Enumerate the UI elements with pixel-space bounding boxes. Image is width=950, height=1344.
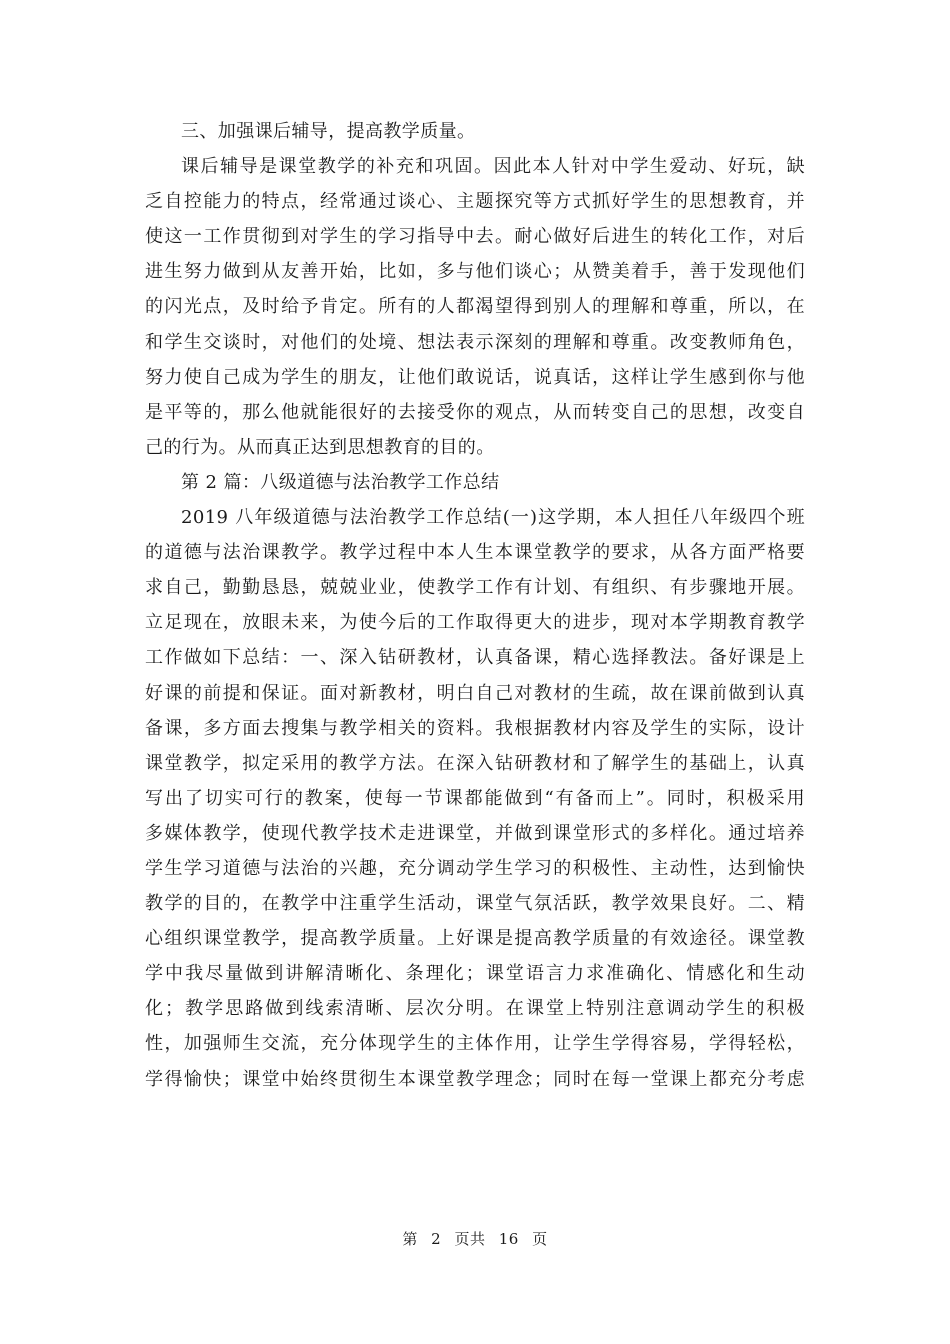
- text-line: 教学的目的，在教学中注重学生活动，课堂气氛活跃，教学效果良好。二、精: [145, 893, 805, 915]
- text-line: 立足现在，放眼未来，为使今后的工作取得更大的进步，现对本学期教育教学: [145, 612, 805, 634]
- text-line: 己的行为。从而真正达到思想教育的目的。: [145, 436, 495, 458]
- text-line: 备课，多方面去搜集与教学相关的资料。我根据教材内容及学生的实际，设计: [145, 717, 805, 739]
- document-body: [145, 114, 805, 1097]
- text-line: 努力使自己成为学生的朋友，让他们敢说话，说真话，这样让学生感到你与他: [145, 366, 805, 388]
- footer-prefix: 第: [402, 1230, 418, 1248]
- text-line: 的闪光点，及时给予肯定。所有的人都渴望得到别人的理解和尊重，所以，在: [145, 296, 805, 318]
- text-line: 性，加强师生交流，充分体现学生的主体作用，让学生学得容易，学得轻松，: [145, 1033, 805, 1055]
- text-line: 2019 八年级道德与法治教学工作总结(一)这学期，本人担任八年级四个班: [181, 507, 805, 529]
- footer-suffix: 页: [532, 1230, 548, 1248]
- text-line: 的道德与法治课教学。教学过程中本人生本课堂教学的要求，从各方面严格要: [145, 542, 805, 564]
- text-line: 乏自控能力的特点，经常通过谈心、主题探究等方式抓好学生的思想教育，并: [145, 191, 805, 213]
- text-line: 是平等的，那么他就能很好的去接受你的观点，从而转变自己的思想，改变自: [145, 401, 805, 423]
- text-line: 使这一工作贯彻到对学生的学习指导中去。耐心做好后进生的转化工作，对后: [145, 226, 805, 248]
- text-line: 化；教学思路做到线索清晰、层次分明。在课堂上特别注意调动学生的积极: [145, 998, 805, 1020]
- text-line: 心组织课堂教学，提高教学质量。上好课是提高教学质量的有效途径。课堂教: [145, 928, 805, 950]
- text-line: 三、加强课后辅导，提高教学质量。: [181, 121, 476, 142]
- footer-current-page: 2: [431, 1230, 442, 1248]
- text-line: 学生学习道德与法治的兴趣，充分调动学生学习的积极性、主动性，达到愉快: [145, 857, 805, 879]
- page-footer: [0, 1228, 950, 1249]
- text-line: 和学生交谈时，对他们的处境、想法表示深刻的理解和尊重。改变教师角色，: [145, 331, 805, 353]
- text-line: 学中我尽量做到讲解清晰化、条理化；课堂语言力求准确化、情感化和生动: [145, 963, 805, 985]
- text-line: 第 2 篇：八级道德与法治教学工作总结: [181, 471, 500, 493]
- text-line: 好课的前提和保证。面对新教材，明白自己对教材的生疏，故在课前做到认真: [145, 682, 805, 704]
- footer-middle: 页共: [454, 1230, 486, 1248]
- text-line: 学得愉快；课堂中始终贯彻生本课堂教学理念；同时在每一堂课上都充分考虑: [145, 1068, 805, 1090]
- text-line: 课后辅导是课堂教学的补充和巩固。因此本人针对中学生爱动、好玩，缺: [181, 156, 805, 178]
- text-line: 课堂教学，拟定采用的教学方法。在深入钻研教材和了解学生的基础上，认真: [145, 752, 805, 774]
- text-line: 多媒体教学，使现代教学技术走进课堂，并做到课堂形式的多样化。通过培养: [145, 822, 805, 844]
- text-line: 工作做如下总结：一、深入钻研教材，认真备课，精心选择教法。备好课是上: [145, 647, 805, 669]
- footer-total-pages: 16: [498, 1230, 519, 1248]
- text-line: 求自己，勤勤恳恳，兢兢业业，使教学工作有计划、有组织、有步骤地开展。: [145, 577, 805, 599]
- text-line: 写出了切实可行的教案，使每一节课都能做到“有备而上”。同时，积极采用: [145, 787, 805, 809]
- text-line: 进生努力做到从友善开始，比如，多与他们谈心；从赞美着手，善于发现他们: [145, 261, 805, 283]
